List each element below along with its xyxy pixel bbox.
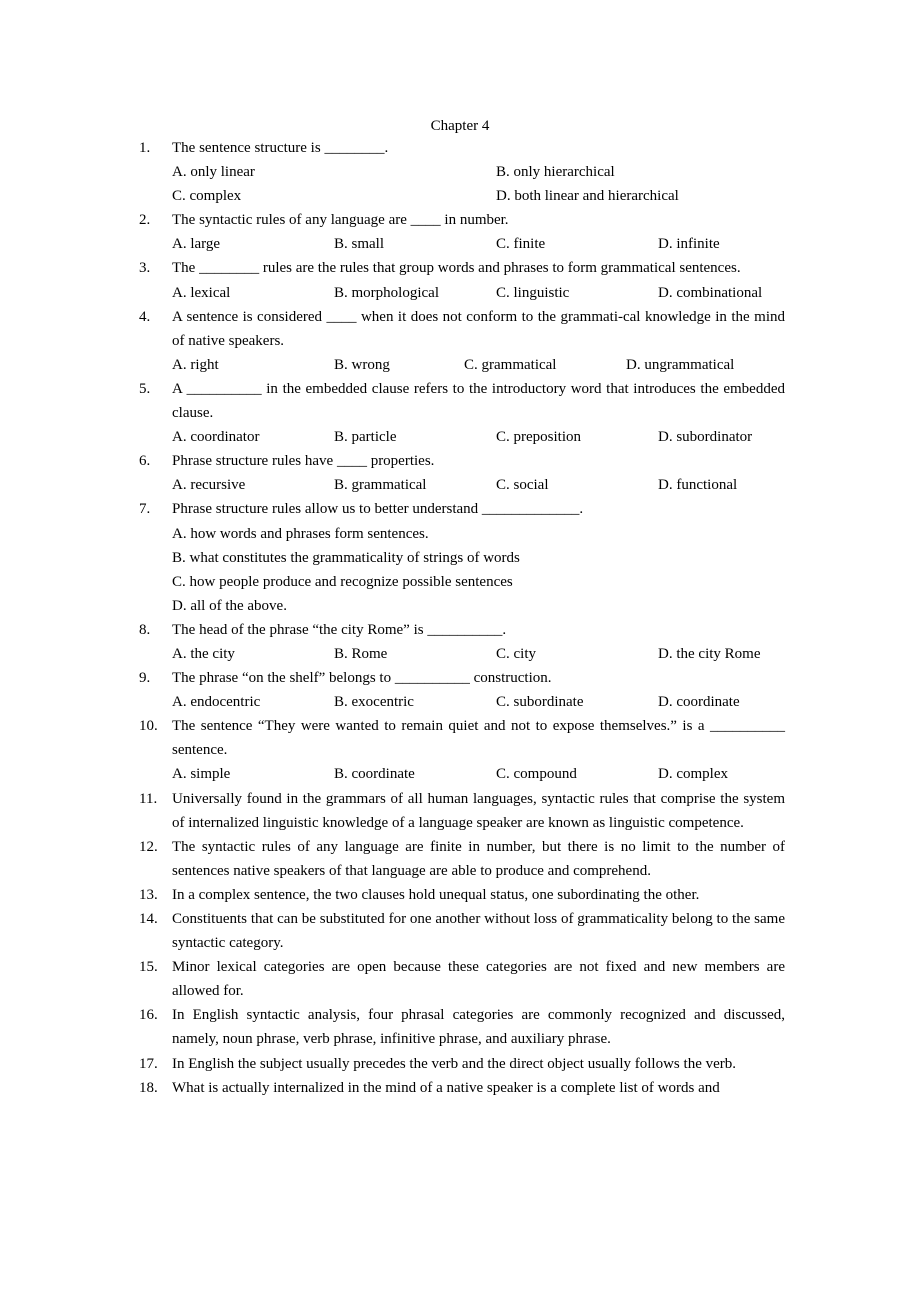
answer-option: A. simple bbox=[172, 766, 231, 783]
options-row bbox=[172, 546, 785, 570]
question-stem: Phrase structure rules have ____ properties. bbox=[172, 453, 435, 470]
question-item bbox=[139, 256, 785, 304]
question-item bbox=[139, 1003, 785, 1051]
answer-option: C. grammatical bbox=[464, 356, 557, 373]
question-stem: The head of the phrase “the city Rome” is __________. bbox=[172, 621, 507, 638]
answer-option: D. ungrammatical bbox=[626, 356, 735, 373]
question-number: 4. bbox=[139, 308, 151, 325]
question-number: 12. bbox=[139, 838, 158, 855]
question-stem: Constituents that can be substituted for one another without loss of grammaticality belong to the same syntactic category. bbox=[172, 911, 785, 952]
question-item bbox=[139, 955, 785, 1003]
question-number: 5. bbox=[139, 380, 151, 397]
options-row bbox=[172, 425, 785, 449]
question-number: 10. bbox=[139, 718, 158, 735]
answer-option: A. only linear bbox=[172, 164, 255, 181]
answer-option: A. coordinator bbox=[172, 429, 260, 446]
question-stem: Universally found in the grammars of all human languages, syntactic rules that comprise the system of internalized linguistic knowledge of a language speaker are known as linguistic competence. bbox=[172, 790, 785, 831]
question-stem: A sentence is considered ____ when it does not conform to the grammati-cal knowledge in the mind of native speakers. bbox=[172, 308, 785, 349]
answer-option: D. all of the above. bbox=[172, 597, 287, 614]
question-body bbox=[172, 787, 785, 835]
question-number: 7. bbox=[139, 501, 151, 518]
answer-option: B. wrong bbox=[334, 356, 390, 373]
question-body bbox=[172, 618, 785, 666]
question-item bbox=[139, 449, 785, 497]
question-number: 17. bbox=[139, 1055, 158, 1072]
question-number: 15. bbox=[139, 959, 158, 976]
options-row bbox=[172, 762, 785, 786]
answer-option: C. linguistic bbox=[496, 284, 570, 301]
answer-option: D. combinational bbox=[658, 284, 763, 301]
chapter-title: Chapter 4 bbox=[430, 118, 490, 134]
question-body bbox=[172, 1052, 785, 1076]
answer-option: B. small bbox=[334, 236, 385, 253]
answer-option: C. how people produce and recognize possible sentences bbox=[172, 573, 513, 590]
answer-option: A. how words and phrases form sentences. bbox=[172, 525, 429, 542]
answer-option: B. grammatical bbox=[334, 477, 427, 494]
question-stem: The syntactic rules of any language are ____ in number. bbox=[172, 212, 509, 229]
question-number: 8. bbox=[139, 621, 151, 638]
question-stem: In a complex sentence, the two clauses hold unequal status, one subordinating the other. bbox=[172, 886, 700, 903]
answer-option: C. preposition bbox=[496, 429, 581, 446]
question-body bbox=[172, 208, 785, 256]
options-row bbox=[172, 184, 785, 208]
question-item bbox=[139, 907, 785, 955]
options-row bbox=[172, 690, 785, 714]
question-body bbox=[172, 136, 785, 208]
options-row bbox=[172, 353, 785, 377]
question-stem: The sentence “They were wanted to remain quiet and not to expose themselves.” is a __________ sentence. bbox=[172, 718, 785, 759]
question-stem: Phrase structure rules allow us to better understand _____________. bbox=[172, 501, 584, 518]
answer-option: D. subordinator bbox=[658, 429, 753, 446]
question-stem: The phrase “on the shelf” belongs to __________ construction. bbox=[172, 670, 552, 687]
question-body bbox=[172, 835, 785, 883]
options-row bbox=[172, 594, 785, 618]
options-row bbox=[172, 281, 785, 305]
answer-option: D. complex bbox=[658, 766, 728, 783]
answer-option: B. particle bbox=[334, 429, 397, 446]
question-stem: The ________ rules are the rules that group words and phrases to form grammatical sentences. bbox=[172, 260, 741, 277]
question-number: 13. bbox=[139, 886, 158, 903]
question-list bbox=[139, 136, 785, 1100]
answer-option: D. both linear and hierarchical bbox=[496, 188, 679, 205]
answer-option: C. social bbox=[496, 477, 549, 494]
answer-option: C. subordinate bbox=[496, 694, 584, 711]
question-body bbox=[172, 449, 785, 497]
question-number: 9. bbox=[139, 670, 151, 687]
options-row bbox=[172, 160, 785, 184]
question-item bbox=[139, 666, 785, 714]
answer-option: D. coordinate bbox=[658, 694, 740, 711]
question-body bbox=[172, 377, 785, 449]
options-row bbox=[172, 473, 785, 497]
options-row bbox=[172, 570, 785, 594]
answer-option: A. lexical bbox=[172, 284, 231, 301]
answer-option: A. right bbox=[172, 356, 219, 373]
question-item bbox=[139, 208, 785, 256]
answer-option: C. complex bbox=[172, 188, 242, 205]
question-body bbox=[172, 256, 785, 304]
answer-option: A. recursive bbox=[172, 477, 246, 494]
question-stem: The syntactic rules of any language are finite in number, but there is no limit to the number of sentences native speakers of that language are able to produce and comprehend. bbox=[172, 838, 785, 879]
question-stem: In English syntactic analysis, four phrasal categories are commonly recognized and discussed, namely, noun phrase, verb phrase, infinitive phrase, and auxiliary phrase. bbox=[172, 1007, 785, 1048]
answer-option: B. coordinate bbox=[334, 766, 415, 783]
question-number: 18. bbox=[139, 1079, 158, 1096]
answer-option: B. what constitutes the grammaticality of strings of words bbox=[172, 549, 520, 566]
question-stem: The sentence structure is ________. bbox=[172, 140, 389, 156]
answer-option: B. Rome bbox=[334, 645, 388, 662]
answer-option: B. only hierarchical bbox=[496, 164, 615, 181]
answer-option: D. the city Rome bbox=[658, 645, 761, 662]
answer-option: B. exocentric bbox=[334, 694, 414, 711]
answer-option: D. functional bbox=[658, 477, 738, 494]
answer-option: C. city bbox=[496, 645, 536, 662]
question-item bbox=[139, 497, 785, 617]
question-number: 1. bbox=[139, 140, 151, 156]
options-row bbox=[172, 642, 785, 666]
question-body bbox=[172, 883, 785, 907]
answer-option: A. large bbox=[172, 236, 221, 253]
answer-option: A. endocentric bbox=[172, 694, 261, 711]
answer-option: C. compound bbox=[496, 766, 577, 783]
question-item bbox=[139, 1052, 785, 1076]
question-stem: Minor lexical categories are open because these categories are not fixed and new members are allowed for. bbox=[172, 959, 785, 1000]
question-body bbox=[172, 955, 785, 1003]
question-body bbox=[172, 907, 785, 955]
question-item bbox=[139, 714, 785, 786]
options-row bbox=[172, 232, 785, 256]
question-item bbox=[139, 787, 785, 835]
question-number: 2. bbox=[139, 212, 151, 229]
question-item bbox=[139, 883, 785, 907]
question-body bbox=[172, 305, 785, 377]
answer-option: A. the city bbox=[172, 645, 235, 662]
answer-option: D. infinite bbox=[658, 236, 720, 253]
question-number: 16. bbox=[139, 1007, 158, 1024]
question-body bbox=[172, 666, 785, 714]
question-body bbox=[172, 1003, 785, 1051]
answer-option: B. morphological bbox=[334, 284, 439, 301]
question-stem: A __________ in the embedded clause refers to the introductory word that introduces the embedded clause. bbox=[172, 380, 785, 422]
question-number: 6. bbox=[139, 453, 151, 470]
question-number: 11. bbox=[139, 790, 158, 807]
question-item bbox=[139, 305, 785, 377]
question-number: 14. bbox=[139, 911, 158, 927]
question-number: 3. bbox=[139, 260, 151, 277]
options-row bbox=[172, 522, 785, 546]
question-body bbox=[172, 714, 785, 786]
question-body bbox=[172, 497, 785, 617]
question-item bbox=[139, 835, 785, 883]
question-item bbox=[139, 618, 785, 666]
question-item bbox=[139, 136, 785, 208]
question-stem: What is actually internalized in the mind of a native speaker is a complete list of words and bbox=[172, 1079, 720, 1096]
question-stem: In English the subject usually precedes the verb and the direct object usually follows the verb. bbox=[172, 1055, 737, 1072]
question-item bbox=[139, 1076, 785, 1100]
answer-option: C. finite bbox=[496, 236, 546, 253]
question-body bbox=[172, 1076, 785, 1100]
question-item bbox=[139, 377, 785, 449]
